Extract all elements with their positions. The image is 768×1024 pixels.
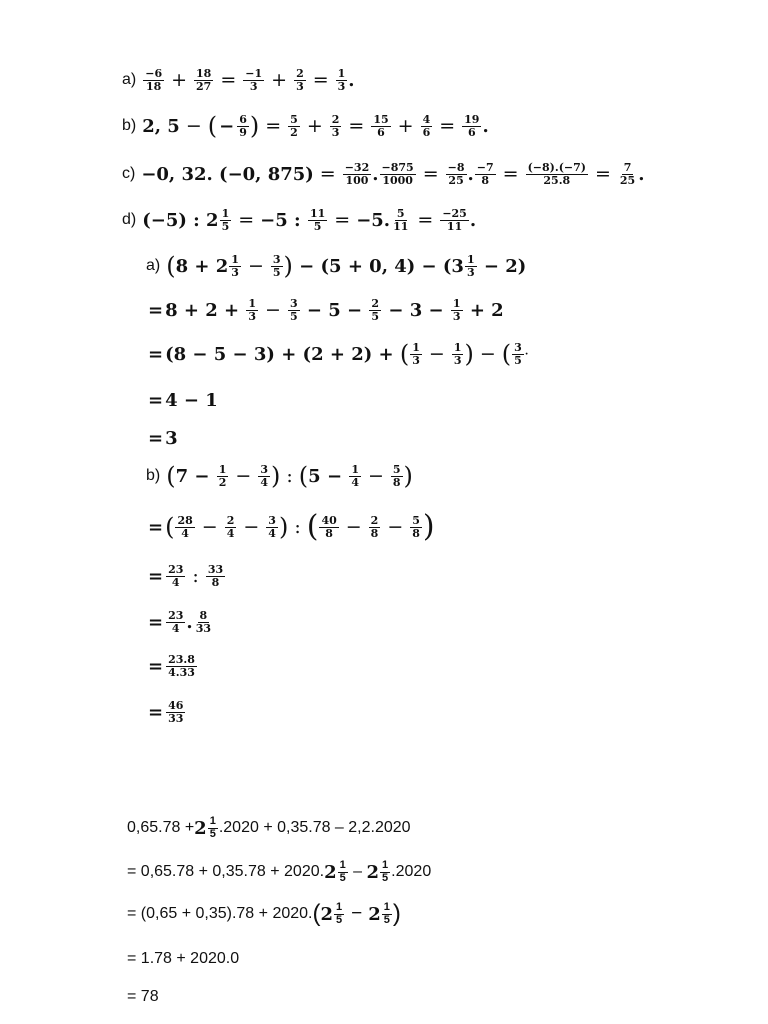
fraction: $\frac{19}{6}$ (464, 113, 480, 139)
math-expression: = 8 + 2 + $\frac{1}{3}$ − $\frac{3}{5}$ − 5 − $\frac{2}{5}$ − 3 − $\frac{1}{3}$ + 2 (148, 297, 504, 323)
math-expression: = 3 (148, 428, 178, 449)
math-expression: ( 8 + 2 $\frac{1}{3}$ − $\frac{3}{5}$ ) − (5 + 0, 4) − (3 $\frac{1}{3}$ − 2) (166, 252, 527, 281)
fraction: $\frac{1}{5}$ (209, 815, 216, 840)
part2-b-line4 (146, 610, 214, 634)
fraction: $\frac{33}{8}$ (207, 563, 224, 589)
fraction: $\frac{3}{4}$ (268, 513, 276, 540)
part3-line5 (127, 988, 159, 1006)
part2-b-line2 (146, 509, 435, 544)
part2-a-line3 (146, 340, 529, 369)
fraction: $\frac{-25}{11}$ (442, 207, 467, 233)
fraction: $\frac{1}{3}$ (466, 253, 475, 279)
item-label: b) (146, 467, 161, 485)
part2-a-line2 (146, 298, 504, 322)
fraction: $\frac{28}{4}$ (177, 513, 193, 540)
exercise-c-line (122, 162, 645, 186)
item-label: c) (122, 165, 136, 183)
fraction: $\frac{1}{5}$ (383, 901, 390, 926)
fraction: $\frac{6}{9}$ (239, 113, 247, 139)
math-expression: = 0,65.78 + 0,35.78 + 2020. 2 $\frac{1}{5}$ – 2 $\frac{1}{5}$ .2020 (127, 859, 432, 884)
math-expression: = ( $\frac{28}{4}$ − $\frac{2}{4}$ − $\frac{3}{4}$ ) : ( $\frac{40}{8}$ − $\frac{2}{8}$ − $\frac{5}{8}$ ) (148, 509, 435, 544)
fraction: $\frac{1}{3}$ (248, 297, 257, 323)
exercise-d-line (122, 208, 476, 232)
math-expression: ( 7 − $\frac{1}{2}$ − $\frac{3}{4}$ ) : ( 5 − $\frac{1}{4}$ − $\frac{5}{8}$ ) (166, 462, 413, 491)
part3-line2 (127, 860, 431, 884)
part2-b-line1 (146, 462, 413, 491)
fraction: $\frac{-32}{100}$ (344, 161, 370, 187)
item-label: a) (146, 257, 161, 275)
fraction: $\frac{2}{4}$ (226, 513, 235, 540)
math-expression: = $\frac{23}{4}$ : $\frac{33}{8}$ (148, 563, 224, 589)
fraction: $\frac{11}{5}$ (309, 207, 326, 233)
item-label: b) (122, 117, 137, 135)
part2-a-line1 (146, 252, 527, 281)
fraction: $\frac{-7}{8}$ (476, 161, 494, 187)
fraction: $\frac{2}{3}$ (296, 67, 304, 93)
fraction: $\frac{18}{27}$ (196, 67, 212, 93)
math-expression: = 1.78 + 2020.0 (127, 950, 240, 967)
part3-line4 (127, 950, 239, 968)
fraction: $\frac{15}{6}$ (373, 113, 389, 139)
fraction: $\frac{-6}{18}$ (145, 67, 163, 93)
fraction: $\frac{1}{5}$ (382, 859, 389, 884)
fraction: $\frac{7}{25}$ (619, 161, 636, 187)
fraction: $\frac{1}{4}$ (351, 463, 359, 489)
math-expression: (−5) : 2 $\frac{1}{5}$ = −5 : $\frac{11}{5}$ = −5. $\frac{5}{11}$ = $\frac{-25}{11}$ . (142, 207, 477, 233)
fraction: $\frac{1}{3}$ (412, 341, 420, 367)
fraction: $\frac{23.8}{4.33}$ (168, 653, 195, 679)
fraction: $\frac{2}{5}$ (371, 297, 380, 323)
fraction: $\frac{1}{5}$ (339, 859, 346, 884)
part2-a-line4 (146, 390, 218, 411)
fraction: $\frac{5}{8}$ (412, 513, 420, 540)
math-expression: −0, 32. (−0, 875) = $\frac{-32}{100}$ . $\frac{-875}{1000}$ = $\frac{-8}{25}$ . $\frac{-7}{8}$ = $\frac{(-8).(-7)}{25.8}$ = $\frac{7}{25}$ . (141, 161, 645, 187)
part2-a-line5 (146, 428, 178, 449)
math-expression: = $\frac{46}{33}$ (148, 699, 184, 725)
fraction: $\frac{1}{3}$ (453, 341, 462, 367)
fraction: $\frac{40}{8}$ (321, 513, 337, 540)
part3-line1 (127, 816, 411, 840)
part2-b-line6 (146, 700, 186, 724)
fraction: $\frac{1}{5}$ (336, 901, 343, 926)
fraction: $\frac{5}{11}$ (393, 207, 409, 233)
fraction: $\frac{-1}{3}$ (245, 67, 263, 93)
item-label: a) (122, 71, 137, 89)
math-expression: 2, 5 − ( − $\frac{6}{9}$ ) = $\frac{5}{2}$ + $\frac{2}{3}$ = $\frac{15}{6}$ + $\frac{4}{6}$ = $\frac{19}{6}$ . (142, 112, 489, 141)
math-expression: = (8 − 5 − 3) + (2 + 2) + ( $\frac{1}{3}$ − $\frac{1}{3}$ ) − ( $\frac{3}{5}$ · (148, 340, 529, 369)
fraction: $\frac{2}{3}$ (331, 113, 340, 139)
math-expression: = $\frac{23.8}{4.33}$ (148, 653, 195, 679)
part2-b-line5 (146, 654, 198, 678)
fraction: $\frac{1}{3}$ (231, 253, 239, 279)
fraction: $\frac{5}{8}$ (392, 463, 401, 489)
fraction: $\frac{1}{3}$ (452, 297, 461, 323)
fraction: $\frac{4}{6}$ (422, 113, 431, 139)
item-label: d) (122, 211, 137, 229)
math-expression: = 4 − 1 (148, 390, 218, 411)
fraction: $\frac{46}{33}$ (168, 699, 184, 725)
math-expression: $\frac{-6}{18}$ + $\frac{18}{27}$ = $\frac{-1}{3}$ + $\frac{2}{3}$ = $\frac{1}{3}$ . (145, 67, 355, 93)
math-expression: = 78 (127, 988, 159, 1005)
math-expression: = (0,65 + 0,35).78 + 2020. ( 2 $\frac{1}{5}$ − 2 $\frac{1}{5}$ ) (127, 900, 401, 928)
math-expression: = $\frac{23}{4}$ . $\frac{8}{33}$ (148, 609, 211, 635)
fraction: $\frac{3}{5}$ (272, 253, 281, 279)
fraction: $\frac{1}{2}$ (218, 463, 227, 489)
part3-line3 (127, 902, 401, 926)
exercise-a-line (122, 68, 355, 92)
fraction: $\frac{3}{5}$ (289, 297, 298, 323)
fraction: $\frac{-875}{1000}$ (381, 161, 414, 187)
fraction: $\frac{8}{33}$ (195, 609, 211, 635)
fraction: $\frac{3}{4}$ (260, 463, 268, 489)
fraction: $\frac{(-8).(-7)}{25.8}$ (527, 161, 586, 187)
fraction: $\frac{3}{5}$ (514, 341, 522, 367)
fraction: $\frac{1}{3}$ (337, 67, 346, 93)
exercise-b-line (122, 112, 489, 141)
part2-b-line3 (146, 564, 226, 588)
fraction: $\frac{5}{2}$ (290, 113, 298, 139)
fraction: $\frac{23}{4}$ (168, 563, 184, 589)
fraction: $\frac{-8}{25}$ (447, 161, 465, 187)
fraction: $\frac{2}{8}$ (370, 513, 379, 540)
math-expression: 0,65.78 + 2 $\frac{1}{5}$ .2020 + 0,35.78 – 2,2.2020 (127, 815, 411, 840)
fraction: $\frac{23}{4}$ (168, 609, 184, 635)
fraction: $\frac{1}{5}$ (221, 207, 230, 233)
